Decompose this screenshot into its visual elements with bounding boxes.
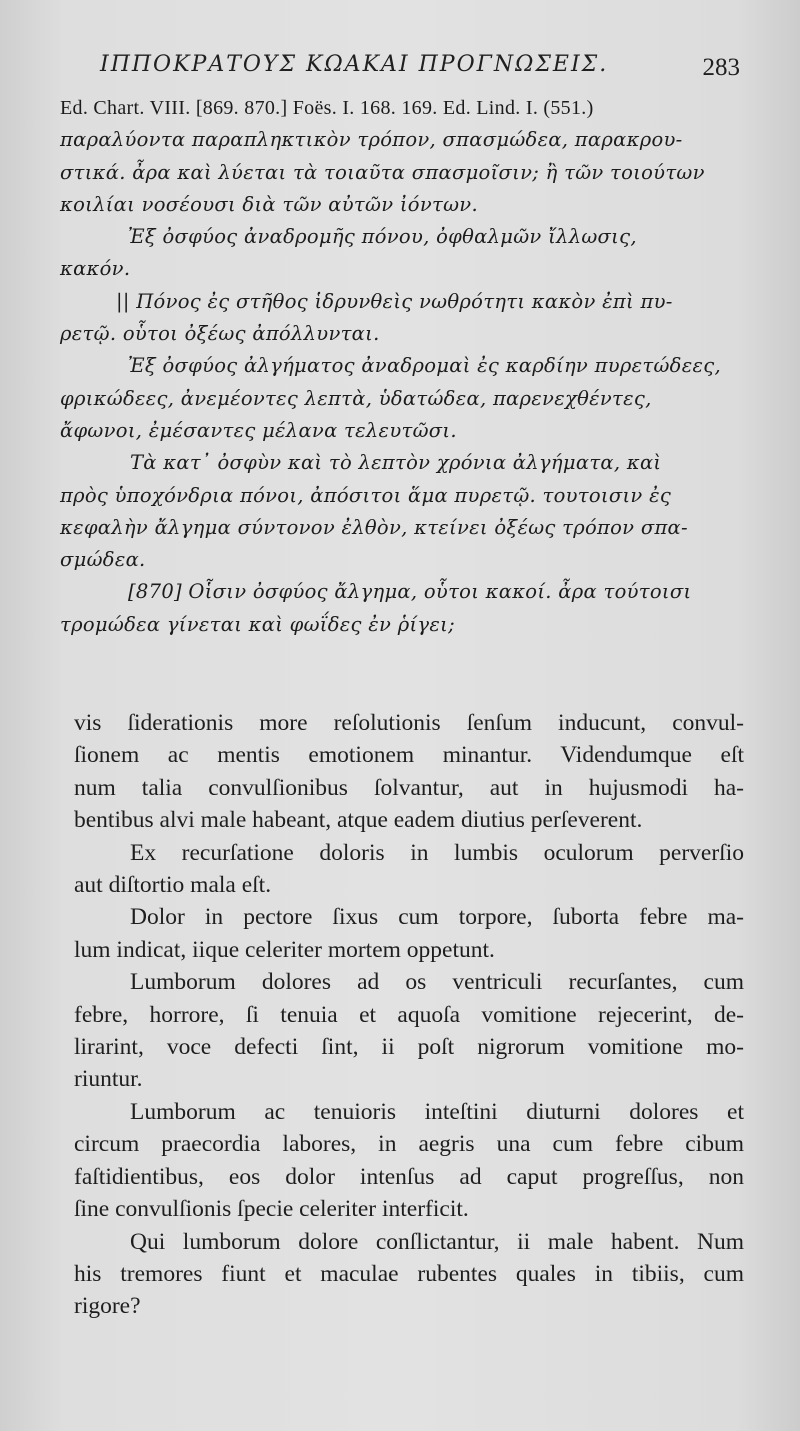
latin-line: febre, horrore, ſi tenuia et aquoſa vomitione rejecerint, de- bbox=[74, 1001, 744, 1028]
latin-line: his tremores fiunt et maculae rubentes quales in tibiis, cum bbox=[74, 1260, 744, 1287]
greek-line: κοιλίαι νοσέουσι διὰ τῶν αὐτῶν ἰόντων. bbox=[60, 192, 478, 216]
latin-line: ſine convulſionis ſpecie celeriter interficit. bbox=[74, 1196, 469, 1223]
greek-line: κακόν. bbox=[60, 257, 131, 281]
latin-line: Lumborum dolores ad os ventriculi recurſantes, cum bbox=[130, 969, 744, 996]
latin-line: Qui lumborum dolore conſlictantur, ii male habent. Num bbox=[130, 1228, 744, 1255]
greek-line: Ἐξ ὀσφύος ἀναδρομῆς πόνου, ὀφθαλμῶν ἴλλωσις, bbox=[128, 225, 637, 249]
latin-line: Dolor in pectore ſixus cum torpore, ſuborta febre ma- bbox=[130, 904, 744, 931]
greek-line: ἄφωνοι, ἐμέσαντες μέλανα τελευτῶσι. bbox=[60, 418, 457, 442]
greek-line: πρὸς ὑποχόνδρια πόνοι, ἀπόσιτοι ἅμα πυρετῷ. τουτοισιν ἐς bbox=[60, 483, 672, 507]
page-number: 283 bbox=[702, 54, 740, 81]
latin-line: Ex recurſatione doloris in lumbis oculorum perverſio bbox=[130, 839, 744, 866]
latin-line: riuntur. bbox=[74, 1066, 143, 1093]
greek-line: τρομώδεα γίνεται καὶ φωΐδες ἐν ῥίγει; bbox=[60, 612, 455, 636]
greek-line: || Πόνος ἐς στῆθος ἱδρυνθεὶς νωθρότητι κακὸν ἐπὶ πυ- bbox=[116, 289, 673, 313]
latin-text-block bbox=[74, 707, 744, 1323]
running-title: ΙΠΠΟΚΡΑΤΟΥΣ ΚΩΑΚΑΙ ΠΡΟΓΝΩΣΕΙΣ. bbox=[100, 52, 609, 77]
greek-line: φρικώδεες, ἀνεμέοντες λεπτὰ, ὑδατώδεα, παρενεχθέντες, bbox=[60, 386, 652, 410]
greek-line: [870] Οἷσιν ὀσφύος ἄλγημα, οὗτοι κακοί. ἆρα τούτοισι bbox=[128, 580, 692, 604]
greek-line: παραλύοντα παραπληκτικὸν τρόπον, σπασμώδεα, παρακρου- bbox=[60, 128, 683, 152]
greek-line: Ἐξ ὀσφύος ἀλγήματος ἀναδρομαὶ ἐς καρδίην πυρετώδεες, bbox=[128, 354, 721, 378]
latin-line: rigore? bbox=[74, 1293, 141, 1320]
edition-reference: Ed. Chart. VIII. [869. 870.] Foës. I. 168. 169. Ed. Lind. I. (551.) bbox=[60, 97, 594, 119]
greek-line: Τὰ κατ᾽ ὀσφὺν καὶ τὸ λεπτὸν χρόνια ἀλγήματα, καὶ bbox=[130, 451, 662, 475]
latin-line: aut diſtortio mala eſt. bbox=[74, 872, 272, 899]
latin-line: num talia convulſionibus ſolvantur, aut in hujusmodi ha- bbox=[74, 774, 744, 801]
latin-line: ſionem ac mentis emotionem minantur. Videndumque eſt bbox=[74, 742, 744, 769]
latin-line: vis ſiderationis more reſolutionis ſenſum inducunt, convul- bbox=[74, 710, 744, 736]
page-header bbox=[100, 48, 740, 88]
greek-line: σμώδεα. bbox=[60, 548, 146, 572]
latin-line: circum praecordia labores, in aegris una cum febre cibum bbox=[74, 1131, 744, 1158]
latin-line: lum indicat, iique celeriter mortem oppetunt. bbox=[74, 936, 495, 963]
greek-line: κεφαλὴν ἄλγημα σύντονον ἐλθὸν, κτείνει ὀξέως τρόπον σπα- bbox=[60, 515, 688, 539]
latin-line: lirarint, voce defecti ſint, ii poſt nigrorum vomitione mo- bbox=[74, 1034, 744, 1061]
latin-line: Lumborum ac tenuioris inteſtini diuturni dolores et bbox=[130, 1098, 744, 1125]
latin-line: faſtidientibus, eos dolor intenſus ad caput progreſſus, non bbox=[74, 1163, 744, 1190]
greek-text-block bbox=[60, 92, 742, 641]
greek-line: ρετῷ. οὗτοι ὀξέως ἀπόλλυνται. bbox=[60, 322, 380, 346]
greek-line: στικά. ἆρα καὶ λύεται τὰ τοιαῦτα σπασμοῖσιν; ἢ τῶν τοιούτων bbox=[60, 160, 705, 184]
latin-line: bentibus alvi male habeant, atque eadem diutius perſeverent. bbox=[74, 807, 643, 834]
